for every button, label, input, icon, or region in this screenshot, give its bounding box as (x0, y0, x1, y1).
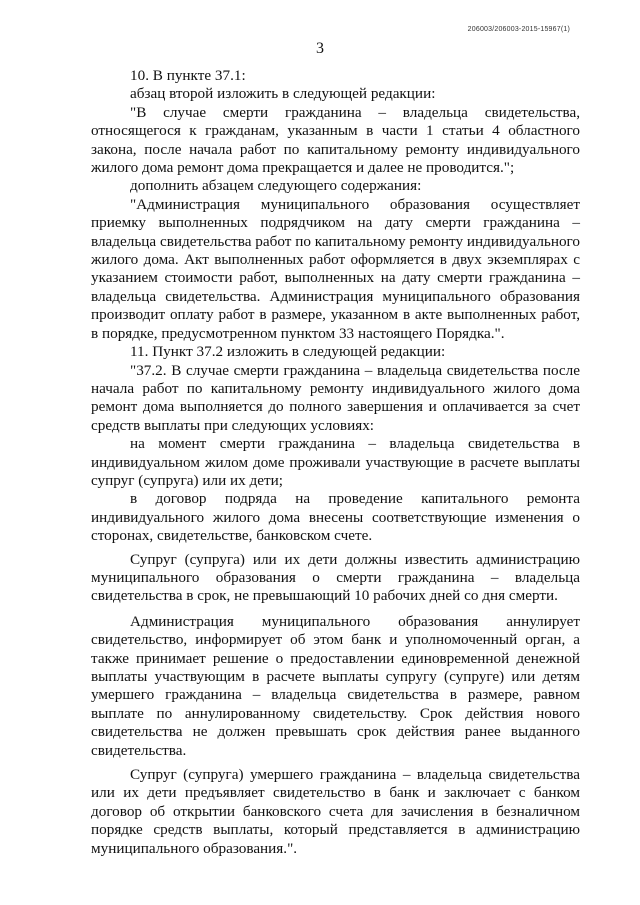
document-id: 206003/206003-2015-15967(1) (467, 26, 570, 33)
paragraph-quoted-death-case: "В случае смерти гражданина – владельца свидетельства, относящегося к гражданам, указанным в части 1 статьи 4 областного закона, после начала работ по капитальному ремонту индивидуального жилого дома ремонт дома прекращается и далее не проводится."; (91, 103, 580, 177)
paragraph-quoted-administration-acceptance: "Администрация муниципального образования осуществляет приемку выполненных подрядчиком на дату смерти гражданина – владельца свидетельства работ по капитальному ремонту индивидуального жилого дома. Акт выполненных работ оформляется в двух экземплярах с указанием стоимости работ, выполненных на дату смерти гражданина – владельца свидетельства. Администрация муниципального образования производит оплату работ в размере, указанном в акте выполненных работ, в порядке, предусмотренном пунктом 33 настоящего Порядка.". (91, 195, 580, 342)
paragraph-instruction-add-abzac: дополнить абзацем следующего содержания: (130, 177, 422, 195)
document-body (91, 67, 580, 858)
paragraph-item-10: 10. В пункте 37.1: (130, 67, 246, 84)
paragraph-condition-residence: на момент смерти гражданина – владельца свидетельства в индивидуальном жилом доме проживали участвующие в расчете выплаты супруг (супруга) или их дети; (91, 435, 580, 489)
paragraph-spouse-bank: Супруг (супруга) умершего гражданина – владельца свидетельства или их дети предъявляет свидетельство в банк и заключает с банком договор об открытии банковского счета для зачисления в безналичном порядке средств выплаты, который представляется в администрацию муниципального образования.". (91, 766, 580, 857)
paragraph-condition-contract: в договор подряда на проведение капитального ремонта индивидуального жилого дома внесены соответствующие изменения о сторонах, свидетельстве, банковском счете. (91, 490, 580, 545)
paragraph-item-11: 11. Пункт 37.2 изложить в следующей редакции: (130, 343, 446, 361)
paragraph-instruction-second-abzac: абзац второй изложить в следующей редакции: (130, 85, 436, 103)
paragraph-notification: Супруг (супруга) или их дети должны известить администрацию муниципального образования о смерти гражданина – владельца свидетельства в срок, не превышающий 10 рабочих дней со дня смерти. (91, 550, 580, 605)
paragraph-annulment: Администрация муниципального образования аннулирует свидетельство, информирует об этом банк и уполномоченный орган, а также принимает решение о предоставлении единовременной денежной выплаты участвующим в расчете выплаты супругу (супруге) или детям умершего гражданина – владельца свидетельства в размере, равном выплате по аннулированному свидетельству. Срок действия нового свидетельства не должен превышать срок действия ранее выданного свидетельства. (91, 612, 580, 759)
page-number: 3 (316, 40, 324, 57)
paragraph-37-2: "37.2. В случае смерти гражданина – владельца свидетельства после начала работ по капитальному ремонту индивидуального жилого дома ремонт дома выполняется до полного завершения и оплачивается за счет средств выплаты при следующих условиях: (91, 361, 580, 434)
